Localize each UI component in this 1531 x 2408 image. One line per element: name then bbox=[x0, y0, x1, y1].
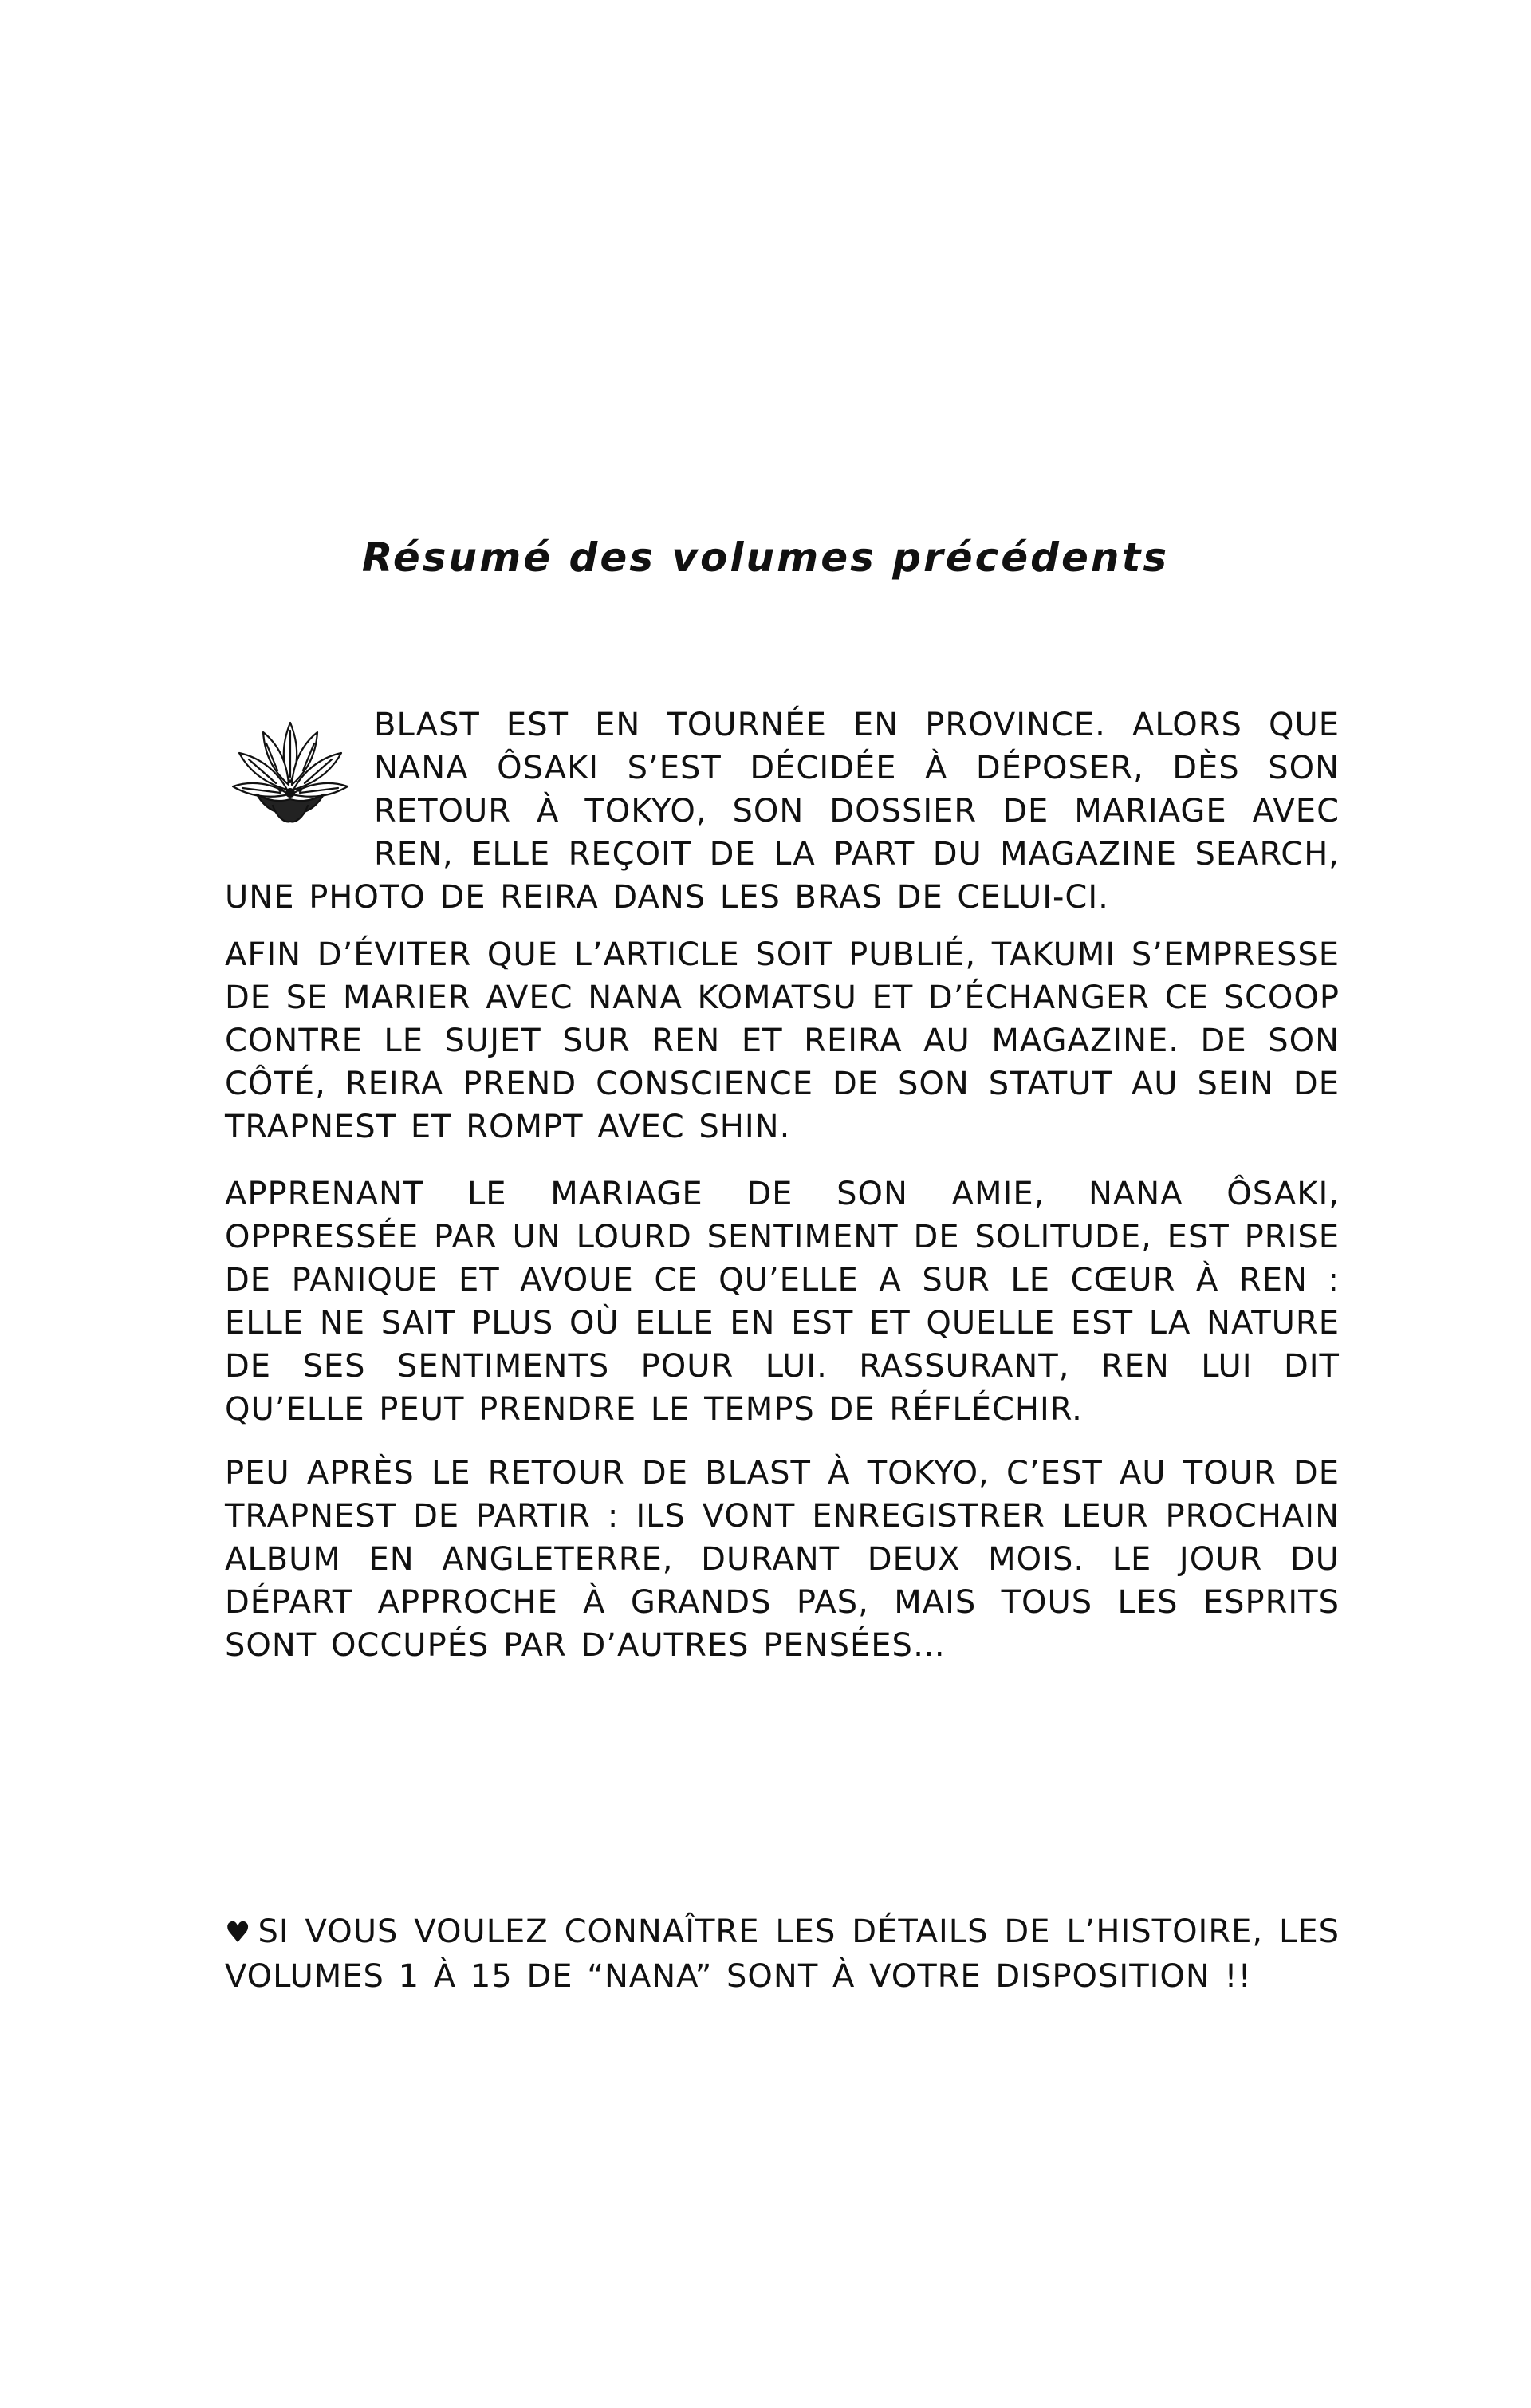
lotus-flower-icon bbox=[225, 707, 356, 834]
summary-paragraph-4: PEU APRÈS LE RETOUR DE BLAST À TOKYO, C’EST AU TOUR DE TRAPNEST DE PARTIR : ILS VONT ENREGISTRER LEUR PROCHAIN ALBUM EN ANGLETERRE, DURANT DEUX MOIS. LE JOUR DU DÉPART APPROCHE À GRANDS PAS, MAIS TOUS LES ESPRITS SONT OCCUPÉS PAR D’AUTRES PENSÉES… bbox=[225, 1455, 1340, 1664]
summary-paragraph-3: APPRENANT LE MARIAGE DE SON AMIE, NANA ÔSAKI, OPPRESSÉE PAR UN LOURD SENTIMENT DE SOLITUDE, EST PRISE DE PANIQUE ET AVOUE CE QU’ELLE A SUR LE CŒUR À REN : ELLE NE SAIT PLUS OÙ ELLE EN EST ET QUELLE EST LA NATURE DE SES SENTIMENTS POUR LUI. RASSURANT, REN LUI DIT QU’ELLE PEUT PRENDRE LE TEMPS DE RÉFLÉCHIR. bbox=[225, 1176, 1340, 1428]
summary-paragraph-2: AFIN D’ÉVITER QUE L’ARTICLE SOIT PUBLIÉ, TAKUMI S’EMPRESSE DE SE MARIER AVEC NANA KOMATSU ET D’ÉCHANGER CE SCOOP CONTRE LE SUJET SUR REN ET REIRA AU MAGAZINE. DE SON CÔTÉ, REIRA PREND CONSCIENCE DE SON STATUT AU SEIN DE TRAPNEST ET ROMPT AVEC SHIN. bbox=[225, 936, 1340, 1145]
summary-paragraph-1 bbox=[225, 703, 1340, 919]
page-title: Résumé des volumes précédents bbox=[361, 534, 1170, 581]
footnote bbox=[225, 1910, 1340, 1998]
heart-icon: ♥ bbox=[225, 1917, 254, 1949]
summary-paragraph-1-text: BLAST EST EN TOURNÉE EN PROVINCE. ALORS QUE NANA ÔSAKI S’EST DÉCIDÉE À DÉPOSER, DÈS SON RETOUR À TOKYO, SON DOSSIER DE MARIAGE AVEC REN, ELLE REÇOIT DE LA PART DU MAGAZINE SEARCH, UNE PHOTO DE REIRA DANS LES BRAS DE CELUI-CI. bbox=[225, 707, 1340, 916]
footnote-text: SI VOUS VOULEZ CONNAÎTRE LES DÉTAILS DE L’HISTOIRE, LES VOLUMES 1 À 15 DE “NANA” SONT À VOTRE DISPOSITION !! bbox=[225, 1913, 1340, 1995]
